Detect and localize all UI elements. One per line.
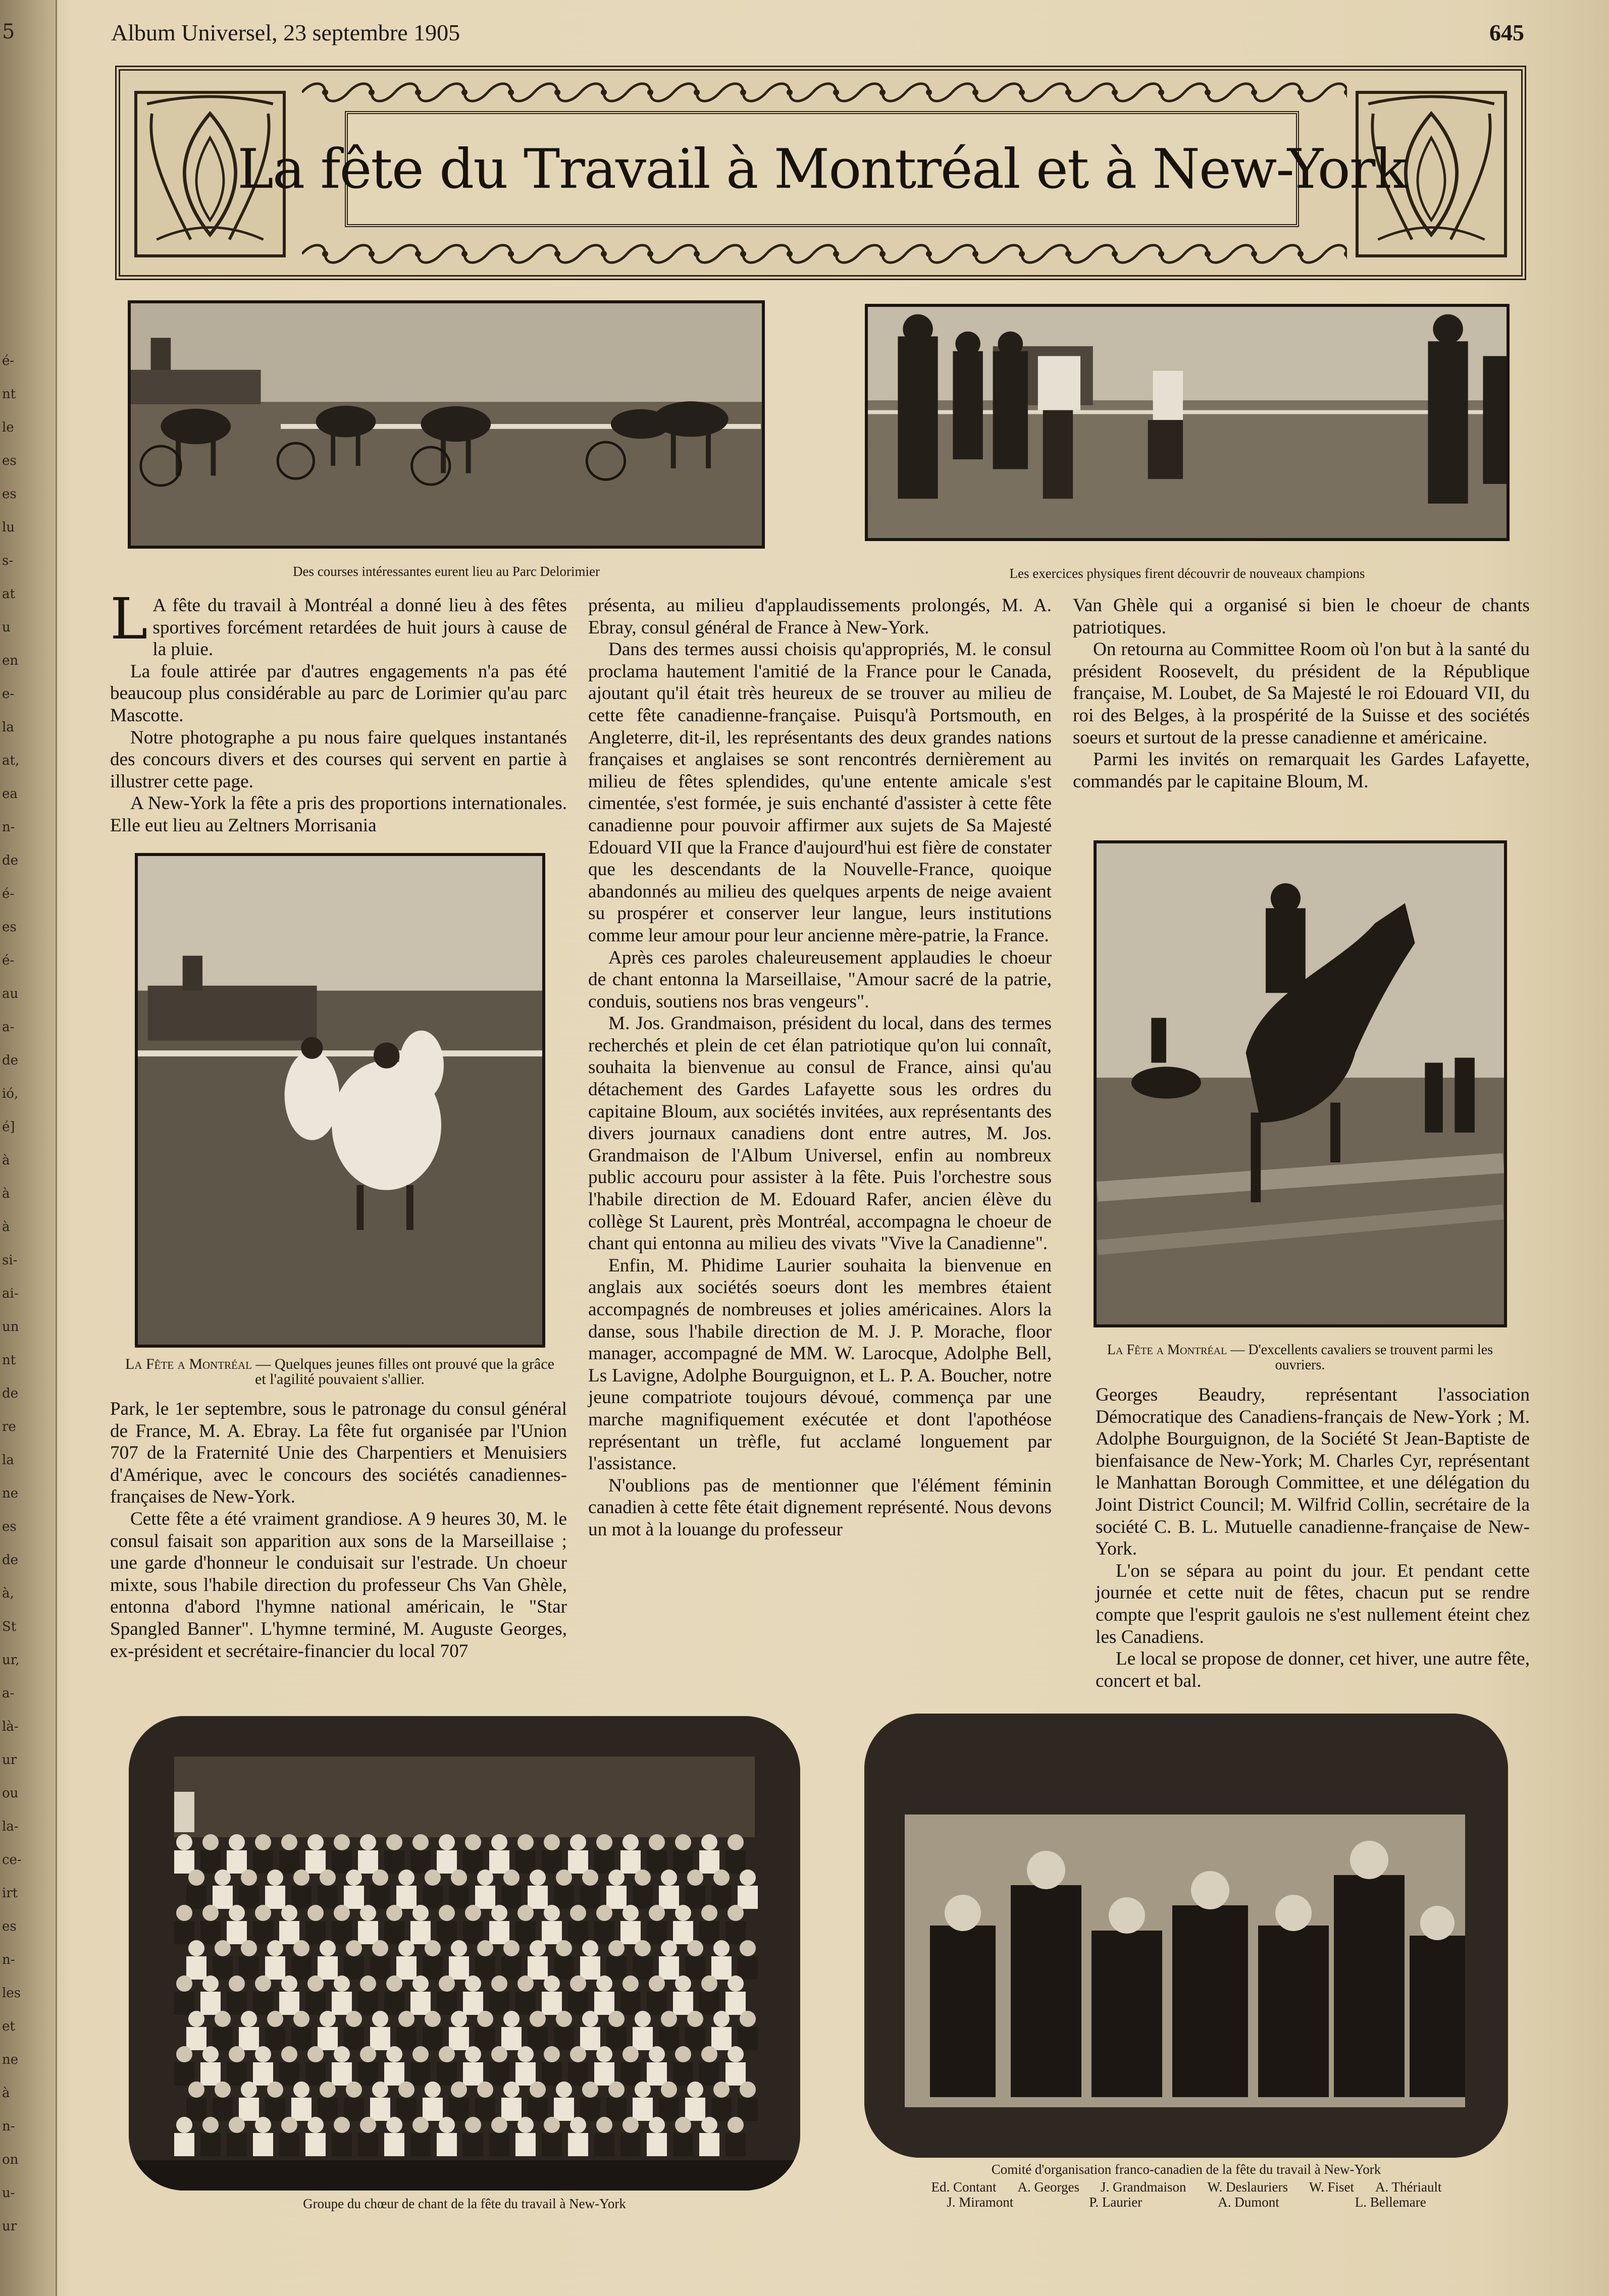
- edge-text-fragment: en: [2, 653, 19, 668]
- edge-text-fragment: é]: [2, 1119, 15, 1135]
- edge-text-fragment: re: [2, 1419, 16, 1434]
- committee-names-row1: [853, 2179, 1520, 2195]
- committee-member-name: A. Dumont: [1218, 2195, 1279, 2210]
- page-number: 645: [1489, 20, 1524, 45]
- committee-member-name: P. Laurier: [1089, 2195, 1143, 2210]
- caption-text: — D'excellents cavaliers se trouvent parmi les ouvriers.: [1227, 1342, 1493, 1373]
- edge-text-fragment: à,: [2, 1586, 14, 1601]
- edge-text-fragment: n-: [2, 820, 15, 835]
- scroll-border-ornament: [302, 242, 1347, 265]
- article-paragraph: N'oublions pas de mentionner que l'élément féminin canadien à cette fête était dignement représenté. Nous devons un mot à la louange du professeur: [588, 1475, 1052, 1540]
- edge-text-fragment: ur: [2, 2219, 17, 2234]
- article-paragraph: A New-York la fête a pris des proportions internationales. Elle eut lieu au Zeltners Morrisania: [110, 793, 567, 836]
- photo-organizing-committee: [864, 1714, 1508, 2158]
- page-title: La fête du Travail à Montréal et à New-York: [237, 137, 1407, 201]
- edge-text-fragment: ne: [2, 1486, 19, 1501]
- running-header: Album Universel, 23 septembre 1905: [111, 20, 460, 45]
- article-paragraph: Après ces paroles chaleureusement applaudies le choeur de chant entonna la Marseillaise, "Amour sacré de la patrie, conduis, soutiens nos bras vengeurs".: [588, 947, 1052, 1012]
- edge-text-fragment: le: [2, 420, 14, 435]
- committee-member-name: J. Miramont: [947, 2195, 1014, 2210]
- edge-text-fragment: de: [2, 853, 19, 868]
- edge-text-fragment: é-: [2, 953, 15, 968]
- article-column-3-top: [1073, 595, 1530, 792]
- article-paragraph: L'on se sépara au point du jour. Et pendant cette journée et cette nuit de fêtes, chacun put se rendre compte que l'esprit gaulois ne s'est nullement éteint chez les Canadiens.: [1096, 1560, 1530, 1647]
- caption-label: La Fête a Montréal: [1107, 1342, 1227, 1358]
- article-paragraph: Dans des termes aussi choisis qu'appropriés, M. le consul proclama hautement l'amitié de la France pour le Canada, ajoutant qu'il était très heureux de se trouver au milieu de cette fête canadienne-française. Puisqu'à Portsmouth, en Angleterre, dit-il, les représentants des deux grandes nations françaises et anglaises se sont rencontrés dernièrement au milieu de fêtes splendides, qu'une entente amicale s'est cimentée, s'est formée, je suis enchanté d'assister à cette fête canadienne pour pouvoir affirmer aux sujets de Sa Majesté Edouard VII que la France d'aujourd'hui est fière de constater que les descendants de la Nouvelle-France, quoique abandonnés au milieu des quelques arpents de neige avaient su prospérer et conserver leur langue, leurs institutions comme leur amour pour leur ancienne mère-patrie, la France.: [588, 639, 1052, 946]
- edge-text-fragment: là-: [2, 1719, 19, 1734]
- edge-text-fragment: ea: [2, 786, 18, 802]
- article-column-1-bottom: [110, 1398, 567, 1662]
- article-paragraph: La foule attirée par d'autres engagements n'a pas été beaucoup plus considérable au parc de Lorimier qu'au parc Mascotte.: [110, 661, 567, 726]
- caption-choir-group: Groupe du chœur de chant de la fête du travail à New-York: [303, 2196, 626, 2211]
- committee-member-name: J. Grandmaison: [1101, 2179, 1186, 2195]
- edge-text-fragment: es: [2, 920, 17, 935]
- caption-harness-races: Des courses intéressantes eurent lieu au Parc Delorimier: [292, 564, 600, 579]
- photo-girls-race: [135, 853, 545, 1348]
- article-paragraph: présenta, au milieu d'applaudissements prolongés, M. A. Ebray, consul général de France à New-York.: [588, 595, 1052, 638]
- edge-text-fragment: n-: [2, 2119, 15, 2134]
- edge-text-fragment: à: [2, 1153, 10, 1168]
- committee-member-name: W. Deslauriers: [1207, 2179, 1288, 2195]
- edge-text-fragment: s-: [2, 553, 14, 568]
- committee-member-name: W. Fiset: [1309, 2179, 1354, 2195]
- edge-text-fragment: à: [2, 1186, 10, 1201]
- title-box: [237, 111, 1407, 227]
- edge-text-fragment: au: [2, 986, 19, 1001]
- edge-text-fragment: ió,: [2, 1086, 19, 1101]
- scroll-border-ornament: [302, 81, 1347, 104]
- committee-member-name: A. Georges: [1017, 2179, 1080, 2195]
- edge-text-fragment: à: [2, 2086, 10, 2101]
- edge-text-fragment: irt: [2, 1886, 18, 1901]
- edge-text-fragment: n-: [2, 1952, 15, 1967]
- edge-text-fragment: ai-: [2, 1286, 19, 1301]
- edge-text-fragment: de: [2, 1053, 19, 1068]
- edge-text-fragment: lu: [2, 520, 15, 535]
- edge-text-fragment: et: [2, 2019, 15, 2034]
- edge-text-fragment: a-: [2, 1020, 15, 1035]
- article-column-3-bottom: [1096, 1384, 1530, 1692]
- edge-text-fragment: ur: [2, 1752, 17, 1768]
- title-banner: [115, 66, 1526, 280]
- caption-physical-exercises: Les exercices physiques firent découvrir de nouveaux champions: [1009, 566, 1365, 581]
- edge-text-fragment: de: [2, 1386, 19, 1401]
- caption-text: — Quelques jeunes filles ont prouvé que la grâce et l'agilité pouvaient s'allier.: [252, 1356, 554, 1387]
- edge-text-fragment: at,: [2, 753, 20, 768]
- committee-member-name: A. Thériault: [1375, 2179, 1442, 2195]
- article-paragraph: Park, le 1er septembre, sous le patronage du consul général de France, M. A. Ebray. La fête fut organisée par l'Union 707 de la Fraternité Unie des Charpentiers et Menuisiers d'Amérique, avec le concours des sociétés canadiennes-françaises de New-York.: [110, 1399, 567, 1508]
- edge-text-fragment: ne: [2, 2052, 19, 2067]
- edge-page-number-fragment: 5: [2, 20, 15, 43]
- caption-label: La Fête a Montréal: [125, 1356, 252, 1372]
- edge-text-fragment: nt: [2, 1353, 16, 1368]
- edge-text-fragment: on: [2, 2152, 19, 2167]
- edge-text-fragment: é-: [2, 886, 15, 901]
- edge-text-fragment: St: [2, 1619, 17, 1634]
- edge-text-fragment: u: [2, 620, 11, 635]
- edge-text-fragment: un: [2, 1319, 19, 1334]
- article-paragraph: Enfin, M. Phidime Laurier souhaita la bienvenue en anglais aux sociétés soeurs dont les membres étaient accompagnés de nombreuses et jolies américaines. Alors la danse, sous l'habile direction de M. J. P. Morache, floor manager, accompagné de MM. W. Larocque, Adolphe Bell, Ls Lavigne, Adolphe Bourguignon, et L. P. A. Boucher, notre jeune compatriote toujours dévoué, commença par une marche magnifiquement exécutée et dont l'apothéose représentant un trèfle, fut acclamé longuement par l'assistance.: [588, 1255, 1052, 1474]
- committee-member-name: Ed. Contant: [931, 2179, 997, 2195]
- edge-text-fragment: ur,: [2, 1652, 20, 1668]
- edge-text-fragment: ce-: [2, 1852, 22, 1867]
- photo-choir-group: [129, 1716, 800, 2191]
- caption-horse-jump: [1088, 1343, 1512, 1373]
- article-column-2: [588, 595, 1052, 1541]
- edge-text-fragment: de: [2, 1553, 19, 1568]
- edge-text-fragment: la-: [2, 1819, 19, 1834]
- photo-harness-races: [128, 300, 765, 549]
- edge-text-fragment: a-: [2, 1686, 15, 1701]
- committee-member-name: L. Bellemare: [1355, 2195, 1426, 2210]
- caption-girls-race: [125, 1357, 554, 1387]
- article-paragraph: On retourna au Committee Room où l'on but à la santé du président Roosevelt, du président de la République française, M. Loubet, de Sa Majesté le roi Edouard VII, du roi des Belges, à la prospérité de la Suisse et des sociétés soeurs et surtout de la presse canadienne et américaine.: [1073, 639, 1530, 748]
- edge-text-fragment: es: [2, 1919, 17, 1934]
- article-paragraph: M. Jos. Grandmaison, président du local, dans des termes recherchés et plein de cet élan patriotique qu'on lui connaît, souhaita la bienvenue au consul de France, ainsi qu'au détachement des Gardes Lafayette sous les ordres du capitaine Bloum, aux sociétés invitées, aux représentants des divers journaux canadiens dont entre autres, M. Jos. Grandmaison de l'Album Universel, enfin au nombreux public accouru pour assister à la fête. Puis l'orchestre sous l'habile direction de M. Edouard Rafer, ancien élève du collège St Laurent, près Montréal, accompagna le choeur de chant qui entonna au milieu des vivats "Vive la Canadienne".: [588, 1013, 1052, 1254]
- article-paragraph: Van Ghèle qui a organisé si bien le choeur de chants patriotiques.: [1073, 595, 1530, 638]
- edge-text-fragment: nt: [2, 387, 16, 402]
- article-paragraph: Cette fête a été vraiment grandiose. A 9 heures 30, M. le consul faisait son apparition aux sons de la Marseillaise ; une garde d'honneur le conduisait sur l'estrade. Un choeur mixte, sous l'habile direction du professeur Chs Van Ghèle, entonna d'abord l'hymne national américain, le "Star Spangled Banner". L'hymne terminé, M. Auguste Georges, ex-président et secrétaire-financier du local 707: [110, 1508, 567, 1662]
- committee-names-row2: [853, 2195, 1520, 2210]
- edge-text-fragment: les: [2, 1986, 21, 2001]
- edge-text-fragment: la: [2, 720, 14, 735]
- caption-organizing-committee: Comité d'organisation franco-canadien de la fête du travail à New-York: [991, 2162, 1381, 2177]
- edge-text-fragment: é-: [2, 353, 15, 368]
- edge-text-fragment: la: [2, 1453, 14, 1468]
- photo-physical-exercises: [865, 304, 1510, 541]
- article-paragraph: Parmi les invités on remarquait les Gardes Lafayette, commandés par le capitaine Bloum, M.: [1073, 749, 1530, 792]
- edge-text-fragment: e-: [2, 686, 15, 702]
- edge-text-fragment: es: [2, 487, 17, 502]
- edge-text-fragment: at: [2, 586, 15, 602]
- edge-text-fragment: u-: [2, 2185, 15, 2201]
- article-paragraph: Notre photographe a pu nous faire quelques instantanés des concours divers et des courses qui servent en partie à illustrer cette page.: [110, 727, 567, 792]
- article-column-1-top: [110, 586, 567, 837]
- paragraph-text: A fête du travail à Montréal a donné lieu à des fêtes sportives forcément retardées de huit jours à cause de la pluie.: [152, 595, 567, 660]
- edge-text-fragment: ou: [2, 1786, 19, 1801]
- edge-text-fragment: es: [2, 1519, 17, 1534]
- article-paragraph: [110, 586, 567, 661]
- edge-text-fragment: si-: [2, 1253, 18, 1268]
- article-paragraph: Georges Beaudry, représentant l'association Démocratique des Canadiens-français de New-York ; M. Adolphe Bourguignon, de la Société St Jean-Baptiste de bienfaisance de New-York; M. Charles Cyr, représentant le Manhattan Borough Committee, et une délégation du Joint District Council; M. Wilfrid Collin, secrétaire de la société C. B. L. Mutuelle canadienne-française de New-York.: [1096, 1384, 1530, 1560]
- edge-text-fragment: à: [2, 1219, 10, 1235]
- adjacent-page-edge: [0, 0, 57, 2296]
- photo-horse-jump: [1094, 840, 1507, 1327]
- committee-names: [853, 2179, 1520, 2210]
- article-paragraph: Le local se propose de donner, cet hiver, une autre fête, concert et bal.: [1096, 1648, 1530, 1691]
- edge-text-fragment: es: [2, 453, 17, 468]
- drop-cap: L: [110, 586, 148, 652]
